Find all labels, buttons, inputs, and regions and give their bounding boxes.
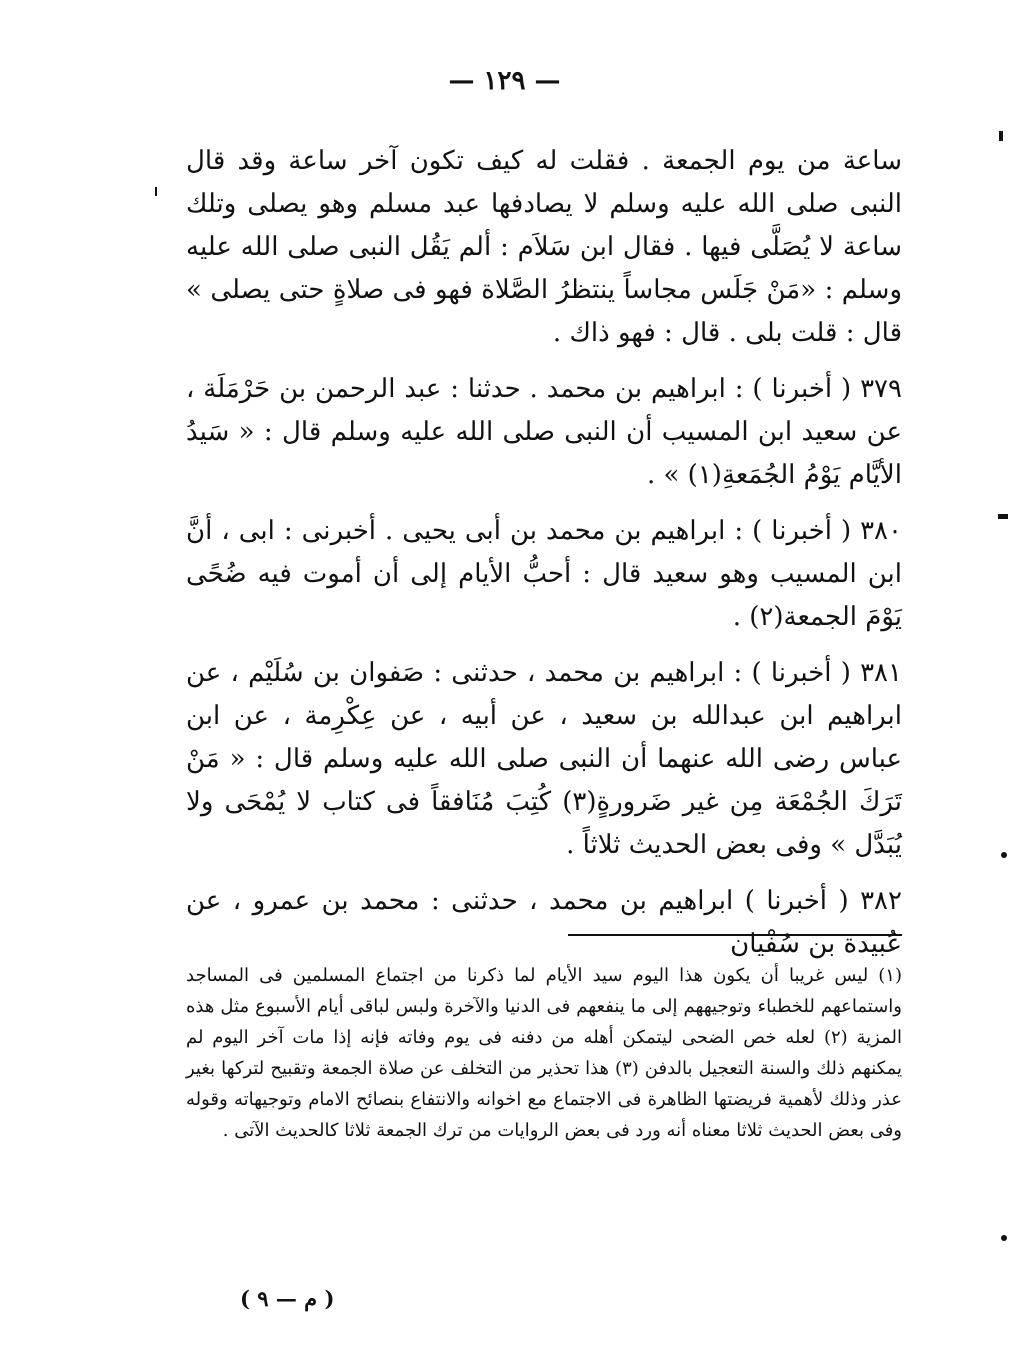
signature-mark: ( م — ٩ )	[240, 1286, 335, 1311]
footnote-separator	[568, 934, 902, 936]
paragraph-continuation: ساعة من يوم الجمعة . فقلت له كيف تكون آخر ساعة وقد قال النبى صلى الله عليه وسلم لا يصادفها عبد مسلم وهو يصلى وتلك ساعة لا يُصَلَّى فيها . فقال ابن سَلاَم : ألم يَقُل النبى صلى الله عليه وسلم : «مَنْ جَلَس مجاساً ينتظرُ الصَّلاة فهو فى صلاةٍ حتى يصلى » قال : قلت بلى . قال : فهو ذاك .	[186, 146, 902, 348]
hadith-381: ٣٨١ ( أخبرنا ) : ابراهيم بن محمد ، حدثنى : صَفوان بن سُلَيْم ، عن ابراهيم ابن عبدالله بن سعيد ، عن أبيه ، عن عِكْرِمة ، عن ابن عباس رضى الله عنهما أن النبى صلى الله عليه وسلم قال : « مَنْ تَرَكَ الجُمْعَة مِن غير ضَرورةٍ(٣) كُتِبَ مُنَافقاً فى كتاب لا يُمْحَى ولا يُبَدَّل » وفى بعض الحديث ثلاثاً .	[186, 658, 902, 860]
hadith-379: ٣٧٩ ( أخبرنا ) : ابراهيم بن محمد . حدثنا : عبد الرحمن بن حَرْمَلَة ، عن سعيد ابن المسيب أن النبى صلى الله عليه وسلم قال : « سَيدُ الأيَّام يَوْمُ الجُمَعةِ(١) » .	[186, 374, 902, 490]
hadith-382: ٣٨٢ ( أخبرنا ) ابراهيم بن محمد ، حدثنى : محمد بن عمرو ، عن عُبيدة بن سُفْيان	[186, 886, 902, 959]
hadith-380: ٣٨٠ ( أخبرنا ) : ابراهيم بن محمد بن أبى يحيى . أخبرنى : ابى ، أنَّ ابن المسيب وهو سعيد قال : أحبُّ الأيام إلى أن أموت فيه ضُحًى يَوْمَ الجمعة(٢) .	[186, 516, 902, 632]
scan-speck	[1001, 852, 1007, 858]
main-text	[186, 140, 902, 979]
scan-speck	[999, 131, 1003, 141]
scan-speck	[998, 514, 1008, 519]
scan-speck	[1001, 1235, 1007, 1241]
footnotes	[186, 960, 902, 1146]
scan-speck	[155, 187, 157, 196]
page-number: — ١٢٩ —	[448, 66, 561, 96]
footnote-block: (١) ليس غريبا أن يكون هذا اليوم سيد الأيام لما ذكرنا من اجتماع المسلمين فى المساجد واستماعهم للخطباء وتوجيههم إلى ما ينفعهم فى الدنيا والآخرة ولبس لباقى أيام الأسبوع مثل هذه المزية (٢) لعله خص الضحى ليتمكن أهله من دفنه فى يوم وفاته فإنه إذا مات آخر اليوم لم يمكنهم ذلك والسنة التعجيل بالدفن (٣) هذا تحذير من التخلف عن صلاة الجمعة وتقبيح لتركها بغير عذر وذلك لأهمية فريضتها الظاهرة فى الاجتماع مع اخوانه والانتفاع بنصائح الامام وتوجيهاته وقوله وفى بعض الحديث ثلاثا معناه أنه ورد فى بعض الروايات من ترك الجمعة ثلاثا كالحديث الآتى .	[186, 965, 902, 1141]
